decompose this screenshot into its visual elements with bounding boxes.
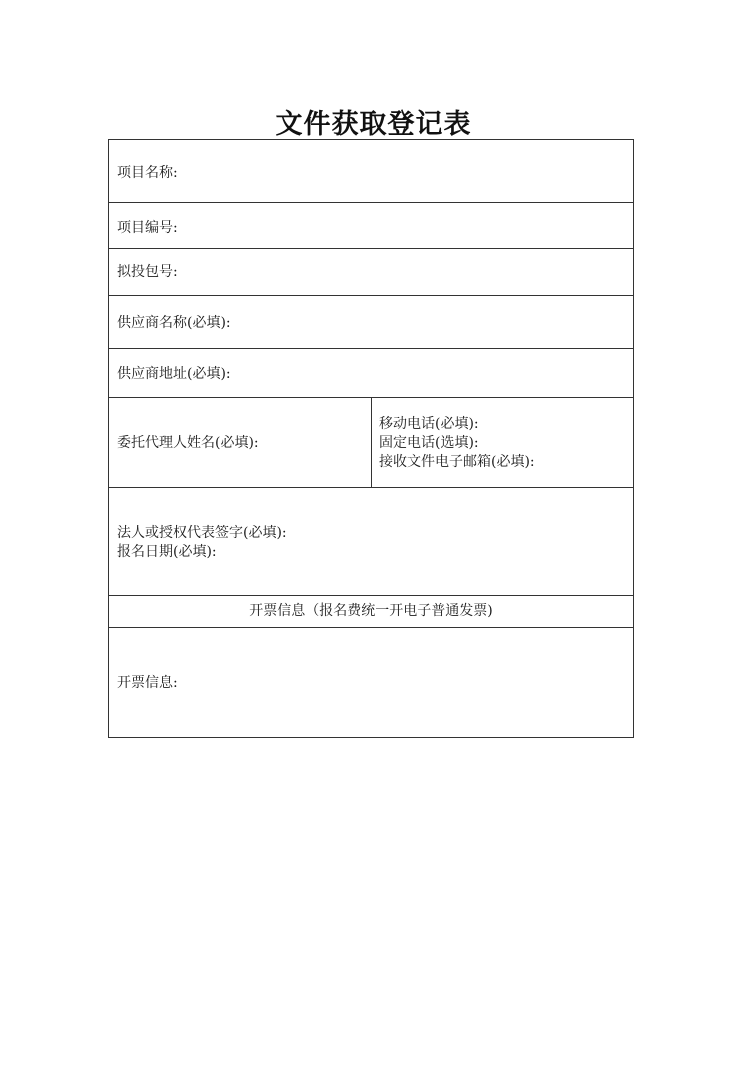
- bid-package-label: 拟投包号:: [117, 264, 178, 280]
- contact-block: [379, 415, 535, 472]
- row-invoice-header: [109, 596, 633, 628]
- landline-label: 固定电话(选填):: [379, 435, 479, 451]
- invoice-info-label: 开票信息:: [117, 675, 178, 691]
- row-supplier-address: [109, 349, 633, 398]
- register-date-label: 报名日期(必填):: [117, 544, 217, 560]
- registration-form: [108, 139, 634, 738]
- signature-label: 法人或授权代表签字(必填):: [117, 525, 287, 541]
- row-signature: [109, 488, 633, 596]
- row-agent-contact: [109, 398, 633, 488]
- row-bid-package: [109, 249, 633, 296]
- row-invoice-info: [109, 628, 633, 737]
- agent-name-label: 委托代理人姓名(必填):: [117, 435, 259, 451]
- row-project-name: [109, 140, 633, 203]
- row-project-number: [109, 203, 633, 249]
- supplier-name-label: 供应商名称(必填):: [117, 315, 231, 331]
- signature-block: [117, 524, 287, 562]
- project-name-label: 项目名称:: [117, 165, 178, 181]
- invoice-header-label: 开票信息（报名费统一开电子普通发票): [249, 603, 493, 619]
- supplier-address-label: 供应商地址(必填):: [117, 366, 231, 382]
- column-divider: [371, 398, 372, 487]
- row-supplier-name: [109, 296, 633, 349]
- project-number-label: 项目编号:: [117, 220, 178, 236]
- page-title: 文件获取登记表: [275, 109, 472, 140]
- mobile-label: 移动电话(必填):: [379, 416, 479, 432]
- email-label: 接收文件电子邮箱(必填):: [379, 454, 535, 470]
